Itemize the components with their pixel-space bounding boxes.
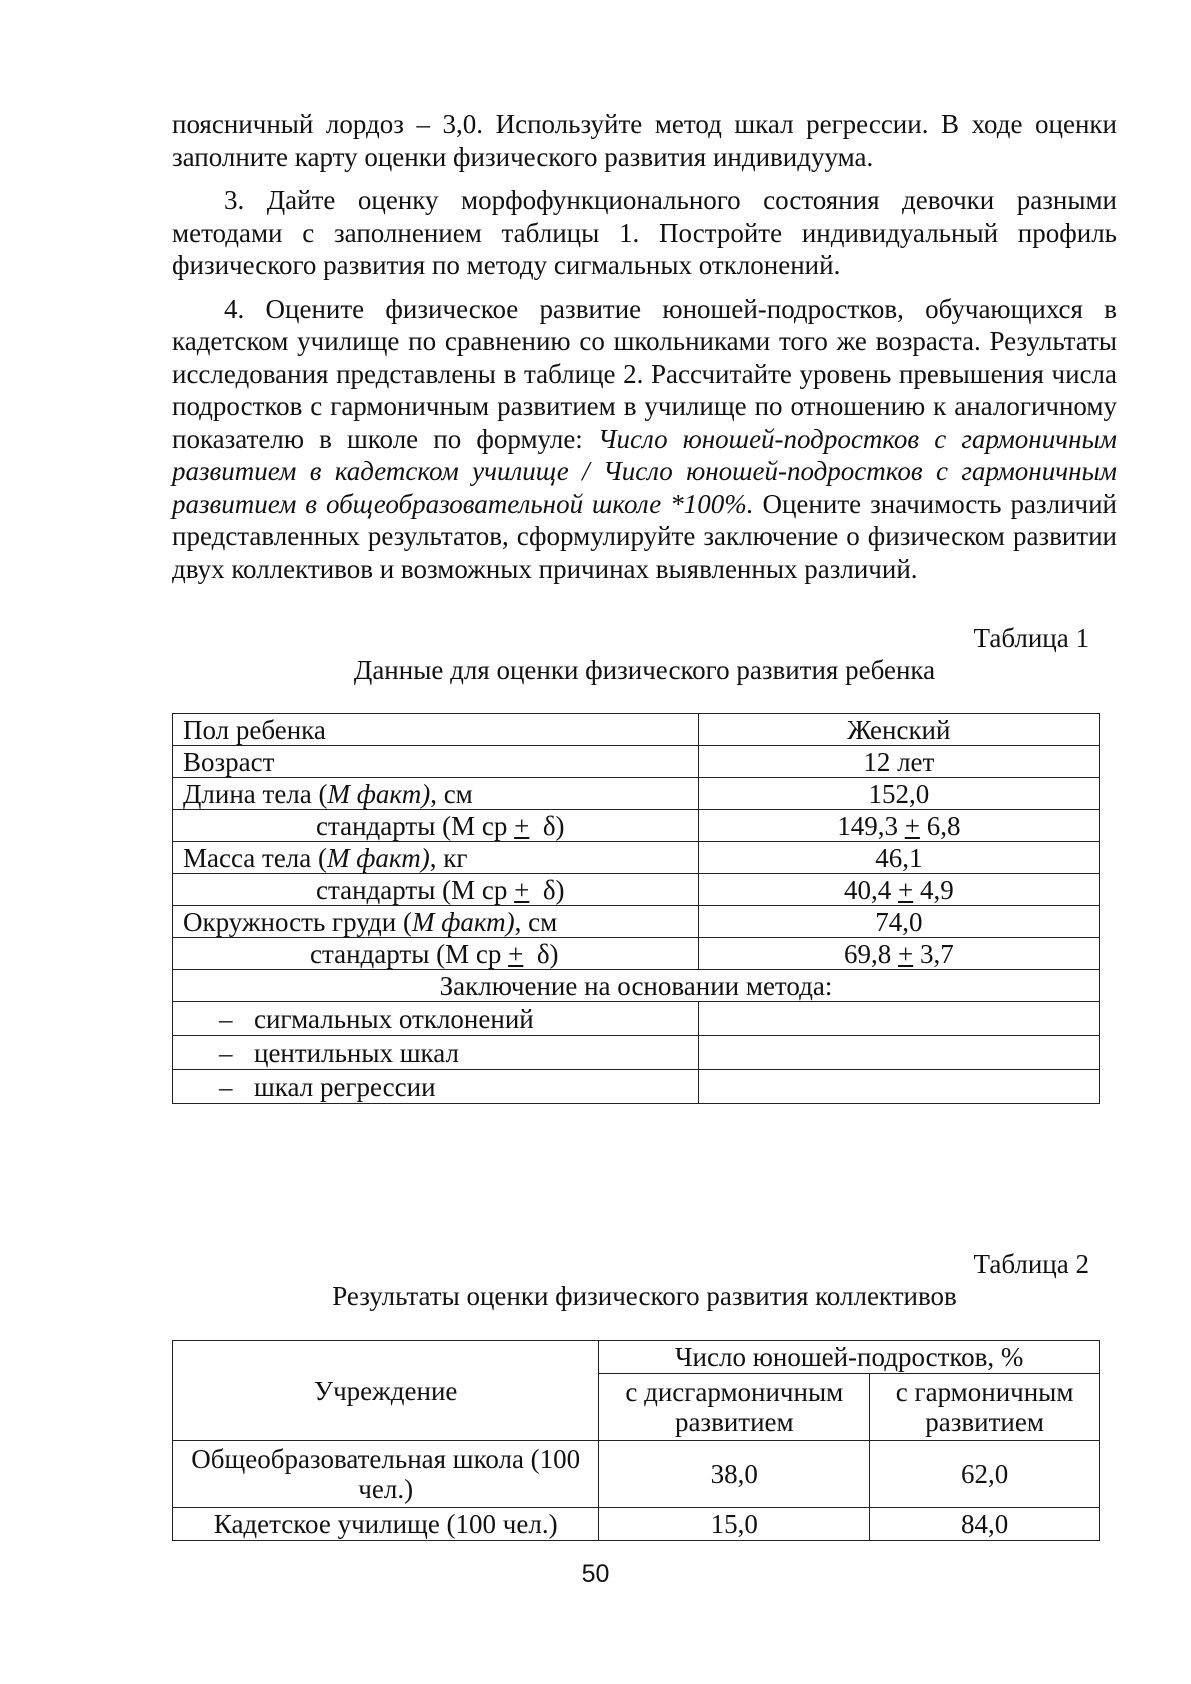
row-label: Длина тела ( bbox=[183, 778, 328, 809]
table-cell: Общеобразовательная школа (100 чел.) bbox=[173, 1441, 599, 1508]
table-cell: 152,0 bbox=[698, 778, 1099, 810]
table-cell bbox=[698, 810, 1099, 842]
table-cell bbox=[173, 778, 699, 810]
std-label: стандарты (М ср bbox=[316, 810, 515, 841]
paragraph-3-text: 4. Оцените физическое развитие юношей-подростков, обучающихся в кадетском училище по сравнению со школьниками того же возраста. Результаты исследования представлены в таблице 2. Рассчитайте уровень превышения числа подростков с гармоничным развитием в училище по отношению к аналогичному показателю в школе по формуле: bbox=[172, 293, 1117, 454]
method-cell bbox=[173, 1070, 699, 1104]
table-row bbox=[173, 1036, 1100, 1070]
std-sigma: 4,9 bbox=[913, 874, 954, 905]
row-label-unit: , см bbox=[430, 778, 473, 809]
table-cell: Пол ребенка bbox=[173, 714, 699, 746]
std-label: стандарты (М ср bbox=[316, 874, 515, 905]
body-text bbox=[172, 108, 1117, 596]
std-sigma: 6,8 bbox=[919, 810, 961, 841]
table-row bbox=[173, 906, 1100, 938]
row-label: Масса тела ( bbox=[183, 842, 328, 873]
table-cell bbox=[173, 810, 699, 842]
table-row bbox=[173, 1441, 1100, 1508]
table-row bbox=[173, 1070, 1100, 1104]
table-row bbox=[173, 874, 1100, 906]
row-label-italic: М факт) bbox=[327, 842, 430, 873]
table-cell: Возраст bbox=[173, 746, 699, 778]
table-1-label: Таблица 1 bbox=[973, 623, 1089, 653]
plus-minus: + bbox=[897, 874, 914, 905]
table-cell bbox=[698, 874, 1099, 906]
table-row bbox=[173, 810, 1100, 842]
paragraph-3-formula: Число юношей-подростков с гармоничным развитием в кадетском училище / Число юношей-подростков с гармоничным развитием в общеобразовательной школе *100%. bbox=[172, 423, 1117, 519]
row-label-italic: М факт) bbox=[327, 778, 431, 809]
table-cell bbox=[698, 938, 1099, 970]
header-group: Число юношей-подростков, % bbox=[599, 1341, 1100, 1374]
std-label-end: δ) bbox=[529, 810, 565, 841]
answer-cell bbox=[698, 1070, 1099, 1104]
method-label: центильных шкал bbox=[254, 1037, 459, 1068]
table-cell: 46,1 bbox=[698, 842, 1099, 874]
row-label-unit: , см bbox=[514, 906, 558, 937]
plus-minus: + bbox=[897, 938, 914, 969]
dash-mark: – bbox=[219, 1071, 233, 1102]
table-cell bbox=[173, 938, 699, 970]
std-mean: 149,3 bbox=[837, 810, 905, 841]
std-label-end: δ) bbox=[529, 874, 565, 905]
table-cell: Кадетское училище (100 чел.) bbox=[173, 1508, 599, 1541]
method-label: сигмальных отклонений bbox=[254, 1003, 534, 1034]
table-cell: 38,0 bbox=[599, 1441, 870, 1508]
method-cell bbox=[173, 1036, 699, 1070]
row-label-unit: , кг bbox=[429, 842, 468, 873]
std-mean: 69,8 bbox=[843, 938, 898, 969]
paragraph-3-tail: Оцените значимость различий представленных результатов, сформулируйте заключение о физическом развитии двух коллективов и возможных причинах выявленных различий. bbox=[172, 488, 1117, 584]
table-row bbox=[173, 1341, 1100, 1374]
row-label-italic: М факт) bbox=[411, 906, 515, 937]
table-row bbox=[173, 1508, 1100, 1541]
paragraph-1: поясничный лордоз – 3,0. Используйте метод шкал регрессии. В ходе оценки заполните карту оценки физического развития индивидуума. bbox=[172, 109, 1117, 172]
table-cell bbox=[173, 906, 699, 938]
table-row bbox=[173, 842, 1100, 874]
table-row bbox=[173, 746, 1100, 778]
table-row bbox=[173, 970, 1100, 1002]
plus-minus: + bbox=[514, 874, 530, 905]
dash-mark: – bbox=[219, 1037, 233, 1068]
table-2-label: Таблица 2 bbox=[973, 1249, 1089, 1279]
std-sigma: 3,7 bbox=[913, 938, 954, 969]
method-label: шкал регрессии bbox=[254, 1071, 436, 1102]
method-cell bbox=[173, 1002, 699, 1036]
paragraph-2: 3. Дайте оценку морфофункционального состояния девочки разными методами с заполнением таблицы 1. Постройте индивидуальный профиль физического развития по методу сигмальных отклонений. bbox=[172, 185, 1117, 280]
plus-minus: + bbox=[514, 810, 530, 841]
table-cell: 15,0 bbox=[599, 1508, 870, 1541]
conclusion-header: Заключение на основании метода: bbox=[173, 970, 1100, 1002]
table-row bbox=[173, 714, 1100, 746]
table-row bbox=[173, 938, 1100, 970]
std-label: стандарты (М ср bbox=[310, 938, 509, 969]
table-cell bbox=[173, 842, 699, 874]
page-number: 50 bbox=[581, 1560, 610, 1588]
table-2 bbox=[172, 1340, 1100, 1541]
table-1 bbox=[172, 713, 1100, 1104]
answer-cell bbox=[698, 1036, 1099, 1070]
header-institution: Учреждение bbox=[173, 1341, 599, 1441]
table-cell: 74,0 bbox=[698, 906, 1099, 938]
table-1-title: Данные для оценки физического развития ребенка bbox=[353, 655, 936, 685]
table-2-title: Результаты оценки физического развития коллективов bbox=[332, 1281, 957, 1311]
table-cell: 84,0 bbox=[870, 1508, 1100, 1541]
table-row bbox=[173, 778, 1100, 810]
std-label-end: δ) bbox=[523, 938, 559, 969]
header-harmonious: с гармоничным развитием bbox=[870, 1374, 1100, 1441]
std-mean: 40,4 bbox=[843, 874, 898, 905]
plus-minus: + bbox=[508, 938, 524, 969]
dash-mark: – bbox=[219, 1003, 233, 1034]
paragraph-3 bbox=[172, 293, 1117, 586]
table-cell: Женский bbox=[698, 714, 1099, 746]
header-disharmonious: с дисгармоничным развитием bbox=[599, 1374, 870, 1441]
row-label: Окружность груди ( bbox=[183, 906, 412, 937]
table-row bbox=[173, 1002, 1100, 1036]
table-cell: 62,0 bbox=[870, 1441, 1100, 1508]
table-cell: 12 лет bbox=[698, 746, 1099, 778]
plus-minus: + bbox=[904, 810, 920, 841]
answer-cell bbox=[698, 1002, 1099, 1036]
table-cell bbox=[173, 874, 699, 906]
